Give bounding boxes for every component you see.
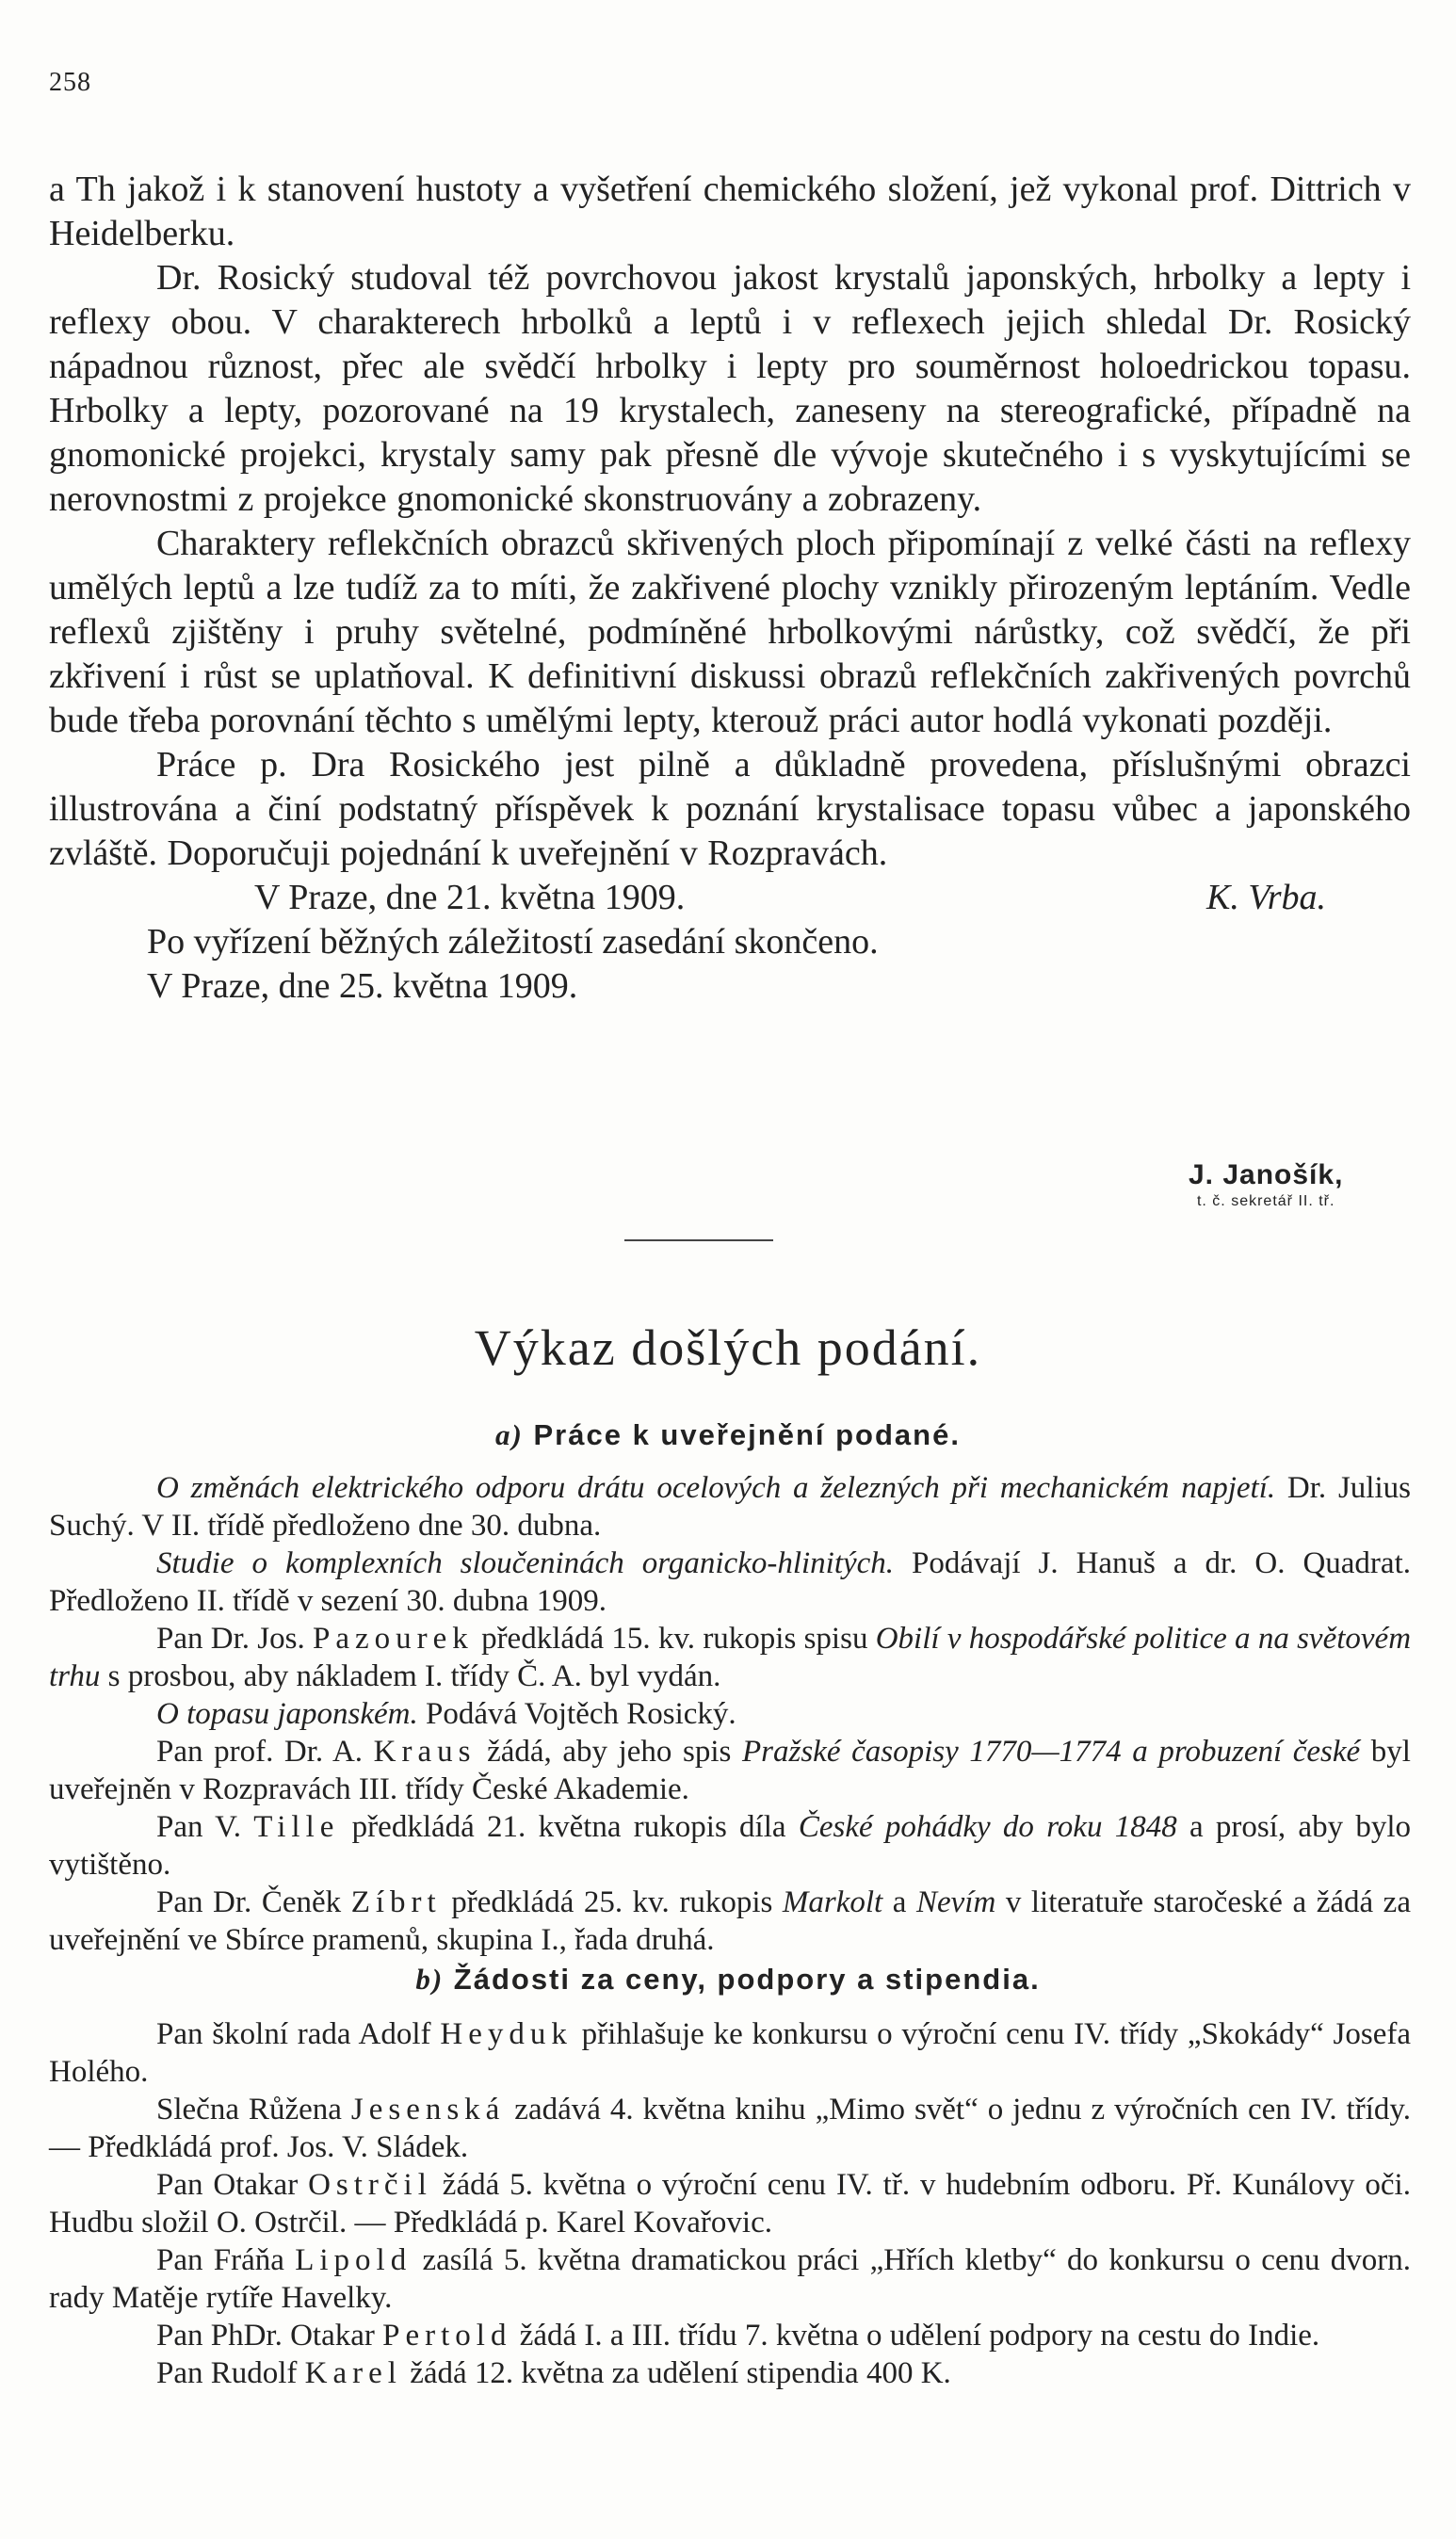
entry-text: v literatuře staročeské a žádá za uveřejnění ve Sbírce pramenů, skupina I., řada druhá. — [49, 1885, 1411, 1957]
entry-text: žádá 12. května za udělení stipendia 400 K. — [401, 2356, 951, 2390]
section-b-list — [49, 2015, 1411, 2392]
list-item — [49, 2354, 1411, 2392]
entry-text: Pan prof. Dr. A. — [156, 1735, 374, 1769]
work-title: Nevím — [915, 1885, 996, 1919]
entry-text: a — [882, 1885, 916, 1919]
list-item — [49, 2317, 1411, 2354]
list-item — [49, 1620, 1411, 1695]
work-title: O změnách elektrického odporu drátu ocelových a železných při mechanickém napjetí. — [156, 1471, 1276, 1505]
entry-text: přihlašuje ke konkursu o výroční cenu IV. třídy „Skokády“ Josefa Holého. — [49, 2017, 1411, 2089]
closing-line — [49, 920, 1411, 964]
closing-text: Po vyřízení běžných záležitostí zasedání skončeno. — [147, 922, 879, 962]
list-item — [49, 1695, 1411, 1733]
page-number: 258 — [49, 68, 91, 97]
list-item — [49, 2015, 1411, 2091]
author-name: Lipold — [295, 2243, 413, 2277]
author-name: Ostrčil — [308, 2168, 432, 2202]
section-b-title: Žádosti za ceny, podpory a stipendia. — [453, 1963, 1041, 1996]
list-item — [49, 1544, 1411, 1620]
entry-text: žádá, aby jeho spis — [476, 1735, 742, 1769]
entry-text: a prosí, aby bylo vytištěno. — [49, 1810, 1412, 1882]
section-b-letter: b) — [415, 1963, 445, 1996]
entry-text: Pan Fráňa — [156, 2243, 296, 2277]
author-name: Karel — [304, 2356, 402, 2390]
paragraph-text: Charaktery reflekčních obrazců skřivených ploch připomínají z velké části na reflexy umělých leptů a lze tudíž za to míti, že zakřivené plochy vznikly přirozeným leptáním. Vedle reflexů zjištěny i pruhy světelné, podmíněné hrbolkovými nárůstky, což svědčí, že při zkřivení i růst se uplatňoval. K definitivní diskussi obrazů reflekčních zakřivených povrchů bude třeba porovnání těchto s umělými lepty, kterouž práci autor hodlá vykonati později. — [49, 524, 1411, 740]
section-a-title: Práce k uveřejnění podané. — [533, 1418, 961, 1451]
date-line: V Praze, dne 21. května 1909. — [254, 878, 686, 917]
list-item — [49, 1469, 1411, 1544]
divider — [624, 1239, 773, 1241]
entry-text: Pan školní rada Adolf — [156, 2017, 441, 2051]
report-body — [49, 168, 1411, 1009]
author-name: Kraus — [373, 1735, 477, 1769]
list-item — [49, 2241, 1411, 2317]
author-name: Jesenská — [350, 2093, 506, 2127]
paragraph-1 — [49, 168, 1411, 256]
work-title: Obilí v hospodářské politice a na světovém trhu — [49, 1622, 1412, 1693]
entry-text: byl uveřejněn v Rozpravách III. třídy České Akademie. — [49, 1735, 1411, 1806]
secretary-signature — [1189, 1158, 1343, 1211]
entry-text: Pan Rudolf — [156, 2356, 305, 2390]
secretary-name: J. Janošík, — [1189, 1159, 1344, 1190]
work-title: Pražské časopisy 1770—1774 a probuzení české — [742, 1735, 1361, 1769]
entry-text: s prosbou, aby nákladem I. třídy Č. A. byl vydán. — [100, 1659, 721, 1693]
list-item — [49, 1808, 1411, 1884]
paragraph-4 — [49, 743, 1411, 876]
section-a-letter: a) — [495, 1418, 524, 1451]
section-a-list — [49, 1469, 1411, 1959]
paragraph-text: a Th jakož i k stanovení hustoty a vyšetření chemického složení, jež vykonal prof. Dittrich v Heidelberku. — [49, 170, 1411, 253]
section-title: Výkaz došlých podání. — [474, 1319, 982, 1376]
entry-text: Podává Vojtěch Rosický. — [417, 1697, 736, 1731]
signature-row — [49, 876, 1411, 920]
secretary-role: t. č. sekretář II. tř. — [1196, 1193, 1335, 1209]
entry-text: předkládá 25. kv. rukopis — [441, 1885, 783, 1919]
signer-name: K. Vrba. — [1205, 878, 1326, 917]
entry-text: žádá 5. května o výroční cenu IV. tř. v hudebním odboru. Př. Kunálovy oči. Hudbu složil O. Ostrčil. — Předkládá p. Karel Kovařovic. — [49, 2168, 1411, 2240]
entry-text: Dr. Julius Suchý. V II. třídě předloženo dne 30. dubna. — [49, 1471, 1411, 1543]
entry-text: Slečna Růžena — [156, 2093, 351, 2127]
list-item — [49, 1884, 1411, 1959]
paragraph-3 — [49, 522, 1411, 743]
entry-text: žádá I. a III. třídu 7. května o udělení podpory na cestu do Indie. — [511, 2319, 1320, 2353]
list-item — [49, 2091, 1411, 2166]
entry-text: Pan Otakar — [156, 2168, 309, 2202]
paragraph-text: Práce p. Dra Rosického jest pilně a důkladně provedena, příslušnými obrazci illustrována a činí podstatný příspěvek k poznání krystalisace topasu vůbec a japonského zvláště. Doporučuji pojednání k uveřejnění v Rozpravách. — [49, 745, 1411, 873]
entry-text: předkládá 21. května rukopis díla — [339, 1810, 799, 1844]
entry-text: zasílá 5. května dramatickou práci „Hřích kletby“ do konkursu o cenu dvorn. rady Matěje rytíře Havelky. — [49, 2243, 1412, 2315]
author-name: Pazourek — [313, 1622, 474, 1656]
entry-text: Pan Dr. Čeněk — [156, 1885, 351, 1919]
work-title: Markolt — [782, 1885, 883, 1919]
section-a-heading — [0, 1418, 1456, 1452]
work-title: O topasu japonském. — [156, 1697, 418, 1731]
entry-text: zadává 4. května knihu „Mimo svět“ o jednu z výročních cen IV. třídy. — Předkládá prof. Jos. V. Sládek. — [49, 2093, 1411, 2164]
entry-text: Pan PhDr. Otakar — [156, 2319, 383, 2353]
list-item — [49, 2166, 1411, 2241]
section-b-heading — [0, 1963, 1456, 1997]
date-line-2-row — [49, 964, 1411, 1009]
date-line-2: V Praze, dne 25. května 1909. — [147, 966, 578, 1006]
paragraph-2 — [49, 256, 1411, 522]
author-name: Pertold — [382, 2319, 512, 2353]
entry-text: předkládá 15. kv. rukopis spisu — [473, 1622, 876, 1656]
entry-text: Podávají J. Hanuš a dr. O. Quadrat. Předloženo II. třídě v sezení 30. dubna 1909. — [49, 1546, 1411, 1618]
author-name: Tille — [253, 1810, 340, 1844]
list-item — [49, 1733, 1411, 1808]
entry-text: Pan V. — [156, 1810, 254, 1844]
author-name: Heyduk — [440, 2017, 573, 2051]
paragraph-text: Dr. Rosický studoval též povrchovou jakost krystalů japonských, hrbolky a lepty i reflexy obou. V charakterech hrbolků a leptů i v reflexech jejich shledal Dr. Rosický nápadnou různost, přec ale svědčí hrbolky i lepty pro souměrnost holoedrickou topasu. Hrbolky a lepty, pozorované na 19 krystalech, zaneseny na stereografické, případně na gnomonické projekci, krystaly samy pak přesně dle vývoje skutečného i s vyskytujícími se nerovnostmi z projekce gnomonické skonstruovány a zobrazeny. — [49, 258, 1411, 519]
work-title: České pohádky do roku 1848 — [798, 1810, 1177, 1844]
work-title: Studie o komplexních sloučeninách organicko-hlinitých. — [156, 1546, 895, 1580]
entry-text: Pan Dr. Jos. — [156, 1622, 313, 1656]
author-name: Zíbrt — [350, 1885, 442, 1919]
